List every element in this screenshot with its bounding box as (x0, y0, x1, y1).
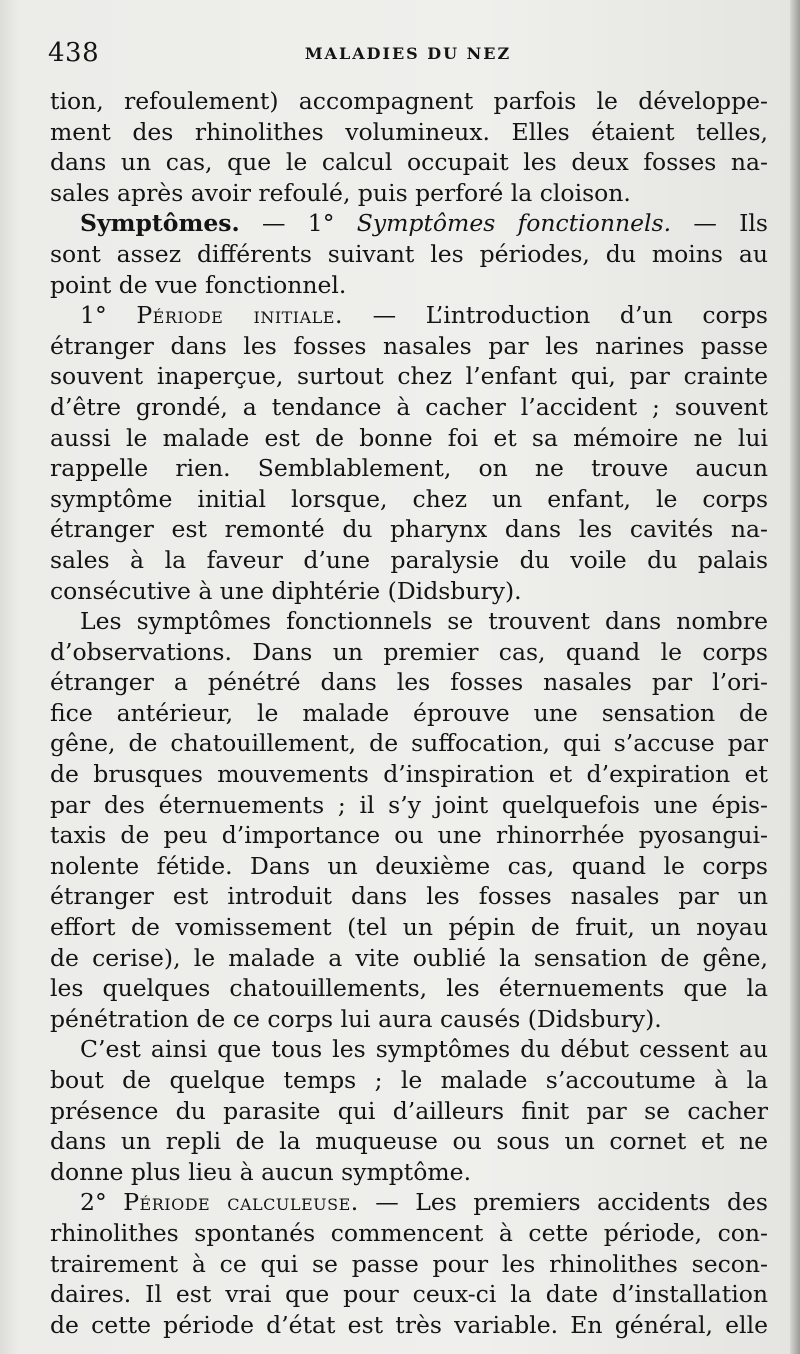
text-line: de brusques mouvements d’inspiration et d’expiration et (50, 760, 768, 789)
text-line: point de vue fonctionnel. (50, 270, 347, 299)
text-line: dans un cas, que le calcul occupait les deux fosses na- (50, 148, 768, 177)
text-line: aussi le malade est de bonne foi et sa mémoire ne lui (50, 423, 768, 452)
paragraph-4 (50, 606, 768, 1034)
text-line: d’observations. Dans un premier cas, quand le corps (50, 637, 768, 666)
line-continuation: — Ils (671, 209, 768, 238)
text-line: par des éternuements ; il s’y joint quelquefois une épis- (50, 790, 768, 819)
book-spine-shadow (790, 0, 800, 1354)
text-line: dans un repli de la muqueuse ou sous un cornet et ne (50, 1127, 768, 1156)
text-line: de cerise), le malade a vite oublié la sensation de gêne, (50, 943, 768, 972)
text-line: nolente fétide. Dans un deuxième cas, quand le corps (50, 851, 768, 880)
text-line (50, 300, 768, 331)
subsection-heading: Symptômes fonctionnels. (356, 209, 672, 238)
text-line: sales après avoir refoulé, puis perforé la cloison. (50, 178, 631, 207)
text-line: étranger est remonté du pharynx dans les cavités na- (50, 515, 768, 544)
paragraph-1 (50, 86, 768, 208)
text-line: pénétration de ce corps lui aura causés (Didsbury). (50, 1004, 662, 1033)
line-continuation: — L’introduction d’un corps (342, 301, 768, 330)
heading-separator: — 1° (239, 209, 357, 238)
text-line (50, 1187, 768, 1218)
period-heading: Période initiale. (136, 301, 343, 330)
text-line (50, 208, 768, 239)
text-line: présence du parasite qui d’ailleurs finit par se cacher (50, 1096, 768, 1125)
line-continuation: — Les premiers accidents des (358, 1188, 768, 1217)
paragraph-2 (50, 208, 768, 300)
text-line: taxis de peu d’importance ou une rhinorrhée pyosangui- (50, 821, 768, 850)
page-header (48, 36, 768, 70)
paragraph-6 (50, 1187, 768, 1340)
paragraph-3 (50, 300, 768, 606)
text-line: effort de vomissement (tel un pépin de fruit, un noyau (50, 913, 768, 942)
period-number: 2° (80, 1188, 107, 1217)
text-line: sont assez différents suivant les périodes, du moins au (50, 239, 768, 268)
text-line: rhinolithes spontanés commencent à cette période, con- (50, 1218, 768, 1247)
text-line: tion, refoulement) accompagnent parfois le développe- (50, 87, 768, 115)
text-line: étranger dans les fosses nasales par les narines passe (50, 331, 768, 360)
period-number: 1° (80, 301, 107, 330)
text-line: étranger est introduit dans les fosses nasales par un (50, 882, 768, 911)
period-heading: Période calculeuse. (123, 1188, 359, 1217)
text-line: souvent inaperçue, surtout chez l’enfant qui, par crainte (50, 362, 768, 391)
text-line: étranger a pénétré dans les fosses nasales par l’ori- (50, 668, 768, 697)
text-line: fice antérieur, le malade éprouve une sensation de (50, 698, 768, 727)
text-line: consécutive à une diphtérie (Didsbury). (50, 576, 522, 605)
page-number: 438 (48, 38, 100, 68)
text-line: de cette période d’état est très variable. En général, elle (50, 1310, 768, 1339)
text-line: les quelques chatouillements, les éternuements que la (50, 974, 768, 1003)
text-line: daires. Il est vrai que pour ceux-ci la date d’installation (50, 1280, 768, 1309)
text-line: trairement à ce qui se passe pour les rhinolithes secon- (50, 1249, 768, 1278)
running-title: MALADIES DU NEZ (304, 44, 512, 63)
text-line: bout de quelque temps ; le malade s’accoutume à la (50, 1066, 768, 1094)
text-line: symptôme initial lorsque, chez un enfant, le corps (50, 484, 768, 513)
paragraph-5 (50, 1034, 768, 1187)
text-line: gêne, de chatouillement, de suffocation, qui s’accuse par (50, 729, 768, 758)
text-line: C’est ainsi que tous les symptômes du début cessent au (80, 1035, 768, 1064)
text-line: ment des rhinolithes volumineux. Elles étaient telles, (50, 117, 768, 146)
body-text (50, 86, 768, 1340)
text-line: sales à la faveur d’une paralysie du voile du palais (50, 545, 768, 574)
text-line: donne plus lieu à aucun symptôme. (50, 1157, 472, 1186)
text-line: rappelle rien. Semblablement, on ne trouve aucun (50, 454, 768, 483)
text-line: Les symptômes fonctionnels se trouvent dans nombre (80, 607, 768, 636)
section-heading: Symptômes. (80, 209, 240, 238)
text-line: d’être grondé, a tendance à cacher l’accident ; souvent (50, 392, 768, 421)
